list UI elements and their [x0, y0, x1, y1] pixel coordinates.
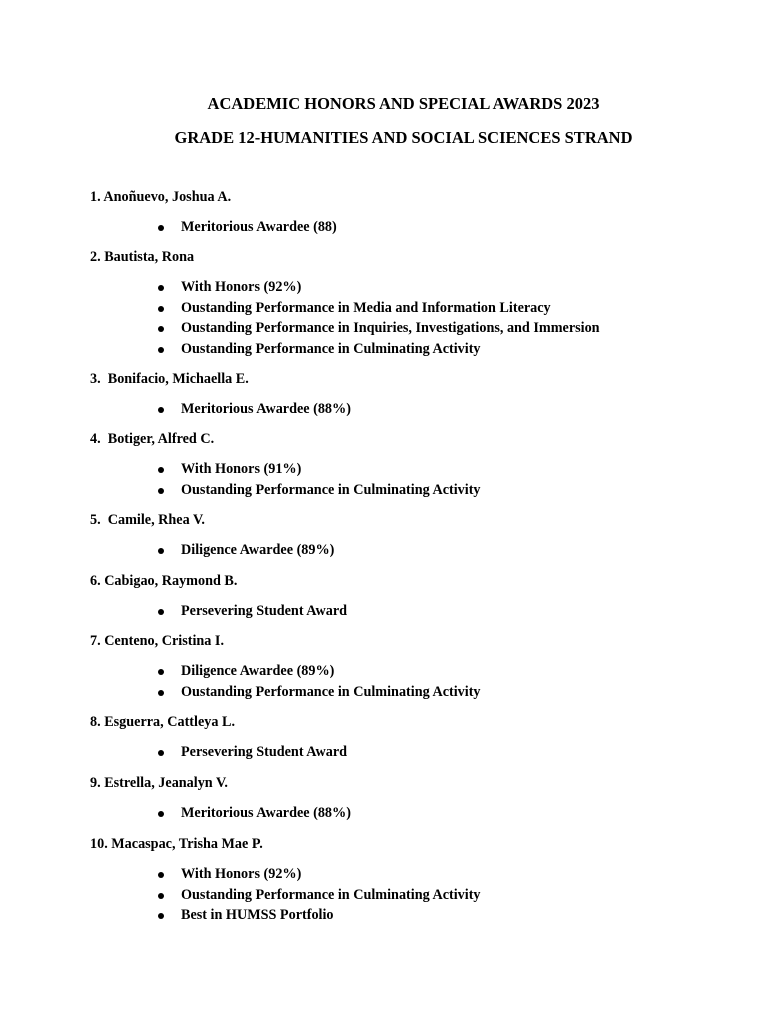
- student-name: 6. Cabigao, Raymond B.: [90, 573, 238, 589]
- bullet-icon: [158, 913, 164, 919]
- bullet-icon: [158, 750, 164, 756]
- document-subtitle: GRADE 12-HUMANITIES AND SOCIAL SCIENCES STRAND: [174, 128, 633, 147]
- student-name: 10. Macaspac, Trisha Mae P.: [90, 836, 263, 852]
- bullet-icon: [158, 407, 164, 413]
- award-item: Diligence Awardee (89%): [181, 663, 335, 679]
- student-name: 1. Anoñuevo, Joshua A.: [90, 189, 232, 205]
- award-item: Oustanding Performance in Culminating Activity: [181, 683, 481, 700]
- bullet-icon: [158, 347, 164, 353]
- bullet-icon: [158, 467, 164, 473]
- student-name: 2. Bautista, Rona: [90, 249, 195, 265]
- student-name: 8. Esguerra, Cattleya L.: [90, 714, 236, 730]
- award-item: With Honors (92%): [181, 279, 302, 295]
- bullet-icon: [158, 893, 164, 899]
- bullet-icon: [158, 488, 164, 494]
- student-name: 4. Botiger, Alfred C.: [90, 431, 215, 447]
- bullet-icon: [158, 548, 164, 554]
- award-item: Oustanding Performance in Culminating Activity: [181, 886, 481, 903]
- award-item: Oustanding Performance in Culminating Activity: [181, 481, 481, 498]
- document-title: ACADEMIC HONORS AND SPECIAL AWARDS 2023: [207, 94, 600, 113]
- bullet-icon: [158, 306, 164, 312]
- student-name: 7. Centeno, Cristina I.: [90, 633, 224, 649]
- award-item: Diligence Awardee (89%): [181, 542, 335, 558]
- bullet-icon: [158, 609, 164, 615]
- award-item: Oustanding Performance in Media and Information Literacy: [181, 299, 551, 316]
- award-item: With Honors (92%): [181, 866, 302, 882]
- bullet-icon: [158, 225, 164, 231]
- award-item: Meritorious Awardee (88%): [181, 401, 351, 417]
- bullet-icon: [158, 872, 164, 878]
- award-item: Persevering Student Award: [181, 744, 348, 760]
- award-item: Oustanding Performance in Inquiries, Investigations, and Immersion: [181, 320, 600, 337]
- student-name: 9. Estrella, Jeanalyn V.: [90, 775, 228, 791]
- award-item: Best in HUMSS Portfolio: [181, 907, 334, 924]
- bullet-icon: [158, 690, 164, 696]
- award-item: Oustanding Performance in Culminating Activity: [181, 340, 481, 357]
- award-item: With Honors (91%): [181, 461, 302, 477]
- student-name: 5. Camile, Rhea V.: [90, 512, 205, 528]
- award-item: Meritorious Awardee (88%): [181, 805, 351, 821]
- bullet-icon: [158, 811, 164, 817]
- student-name: 3. Bonifacio, Michaella E.: [90, 371, 249, 387]
- award-item: Persevering Student Award: [181, 603, 348, 619]
- bullet-icon: [158, 326, 164, 332]
- bullet-icon: [158, 669, 164, 675]
- bullet-icon: [158, 285, 164, 291]
- award-item: Meritorious Awardee (88): [181, 219, 337, 235]
